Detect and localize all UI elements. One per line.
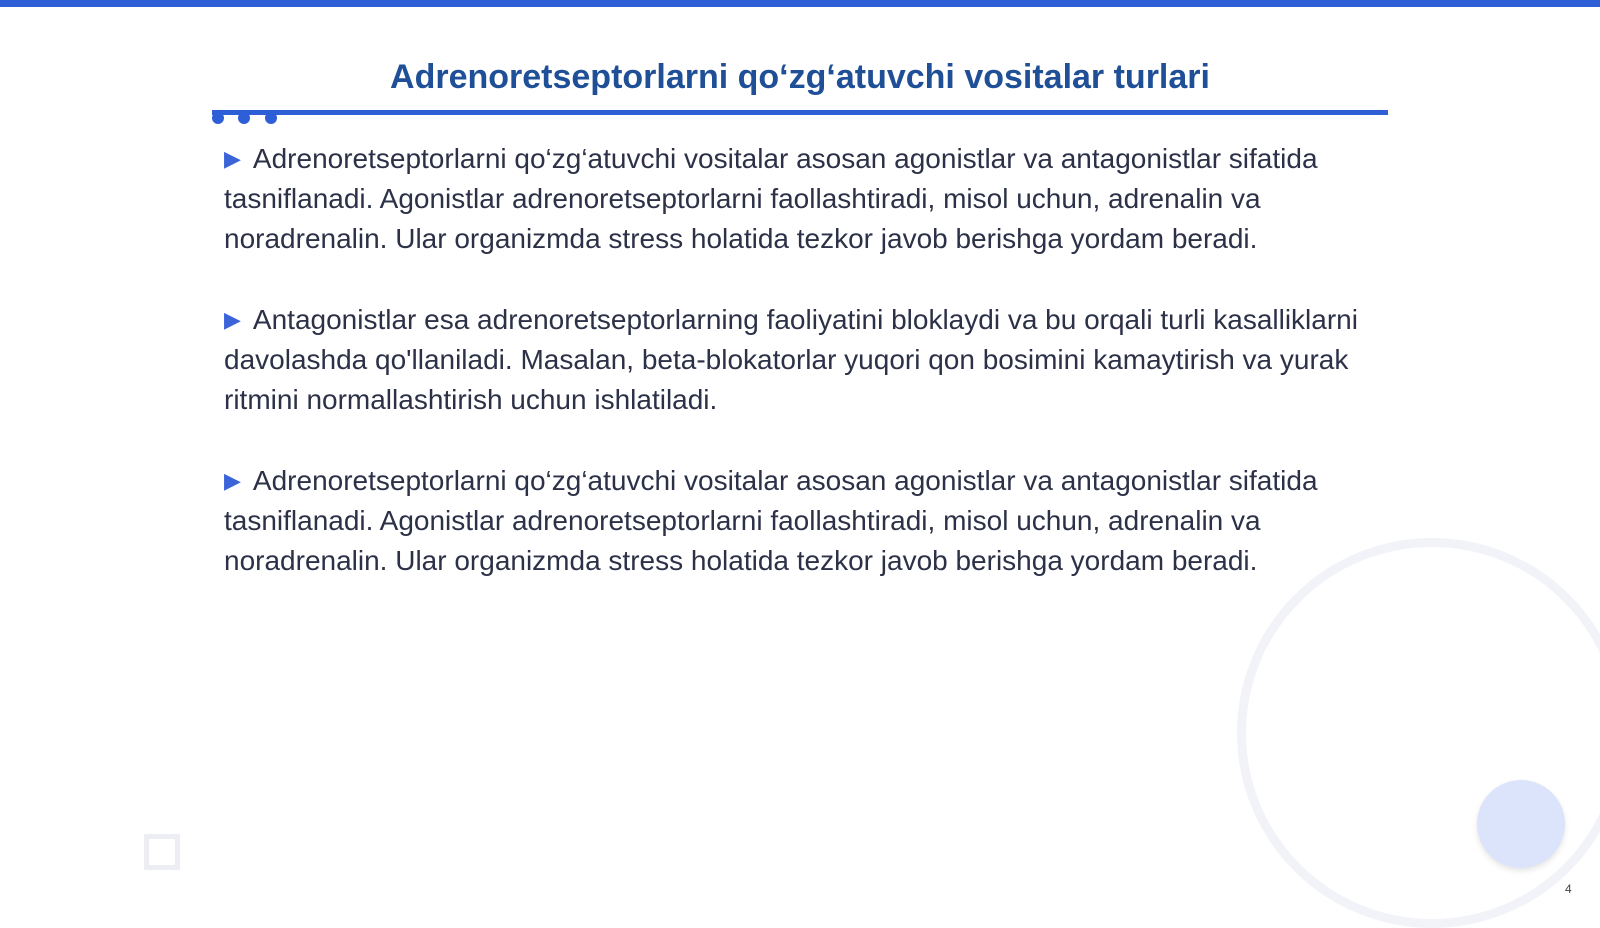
- title-underline: [212, 110, 1388, 115]
- play-arrow-icon: ▶: [224, 307, 241, 332]
- bullet-list: [224, 139, 1374, 622]
- underline-dot: [212, 112, 224, 124]
- bullet-text: Adrenoretseptorlarni qo‘zg‘atuvchi vositalar asosan agonistlar va antagonistlar sifatida tasniflanadi. Agonistlar adrenoretseptorlarni faollashtiradi, misol uchun, adrenalin va noradrenalin. Ular organizmda stress holatida tezkor javob berishga yordam beradi.: [224, 143, 1318, 254]
- bullet-item: [224, 461, 1374, 581]
- play-arrow-icon: ▶: [224, 468, 241, 493]
- bullet-item: [224, 139, 1374, 259]
- decorative-square: [144, 834, 180, 870]
- top-accent-bar: [0, 0, 1600, 7]
- decorative-circle: [1477, 780, 1565, 868]
- play-arrow-icon: ▶: [224, 146, 241, 171]
- underline-dot: [238, 112, 250, 124]
- bullet-text: Adrenoretseptorlarni qo‘zg‘atuvchi vositalar asosan agonistlar va antagonistlar sifatida tasniflanadi. Agonistlar adrenoretseptorlarni faollashtiradi, misol uchun, adrenalin va noradrenalin. Ular organizmda stress holatida tezkor javob berishga yordam beradi.: [224, 465, 1318, 576]
- bullet-item: [224, 300, 1374, 420]
- slide-title: Adrenoretseptorlarni qo‘zg‘atuvchi vositalar turlari: [390, 58, 1210, 96]
- underline-dot: [265, 112, 277, 124]
- bullet-text: Antagonistlar esa adrenoretseptorlarning faoliyatini bloklaydi va bu orqali turli kasalliklarni davolashda qo'llaniladi. Masalan, beta-blokatorlar yuqori qon bosimini kamaytirish va yurak ritmini normallashtirish uchun ishlatiladi.: [224, 304, 1358, 415]
- page-number: 4: [1565, 882, 1572, 896]
